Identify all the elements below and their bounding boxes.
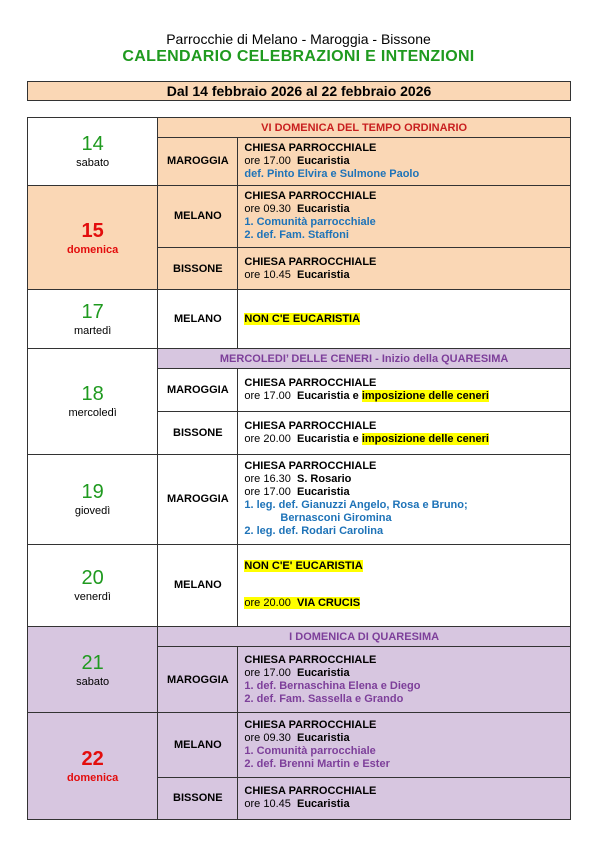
festivity-row: MERCOLEDI’ DELLE CENERI - Inizio della QUARESIMA — [158, 348, 571, 368]
day-name: mercoledì — [68, 407, 117, 420]
service-line — [244, 486, 570, 499]
day-cell-18 — [28, 348, 158, 454]
parish-cell: BISSONE — [158, 248, 238, 290]
service-time: ore 20.00 — [244, 597, 291, 610]
intention: 1. Comunità parrocchiale — [244, 216, 376, 229]
festivity-row: I DOMENICA DI QUARESIMA — [158, 627, 571, 647]
service-line — [244, 155, 570, 168]
calendar-title: CALENDARIO CELEBRAZIONI E INTENZIONI — [122, 48, 475, 65]
parish-cell: MAROGGIA — [158, 369, 238, 412]
service-time: ore 09.30 — [244, 203, 291, 216]
church-name: CHIESA PARROCCHIALE — [244, 377, 377, 390]
church-name: CHIESA PARROCCHIALE — [244, 785, 377, 798]
service-line — [244, 732, 570, 745]
church-name: CHIESA PARROCCHIALE — [244, 653, 377, 666]
parishes-header: Parrocchie di Melano - Maroggia - Bissone — [166, 31, 431, 47]
service-cell — [238, 777, 571, 819]
notice: NON C'E EUCARISTIA — [244, 312, 361, 325]
service-line — [244, 269, 570, 282]
service-cell — [238, 713, 571, 778]
service-time: ore 17.00 — [244, 666, 291, 679]
church-name: CHIESA PARROCCHIALE — [244, 420, 377, 433]
parish-cell: MELANO — [158, 544, 238, 627]
church-name: CHIESA PARROCCHIALE — [244, 190, 377, 203]
service-line — [244, 433, 570, 446]
intention: 2. def. Fam. Sassella e Grando — [244, 692, 404, 705]
period-banner: Dal 14 febbraio 2026 al 22 febbraio 2026 — [27, 81, 571, 101]
day-cell-21 — [28, 627, 158, 713]
day-number: 22 — [81, 748, 104, 771]
church-name: CHIESA PARROCCHIALE — [244, 460, 377, 473]
service-time: ore 17.00 — [244, 154, 291, 167]
service-time: ore 17.00 — [244, 390, 291, 403]
day-number: 15 — [81, 219, 104, 242]
service-line — [244, 798, 570, 811]
service-event: Eucaristia — [296, 666, 350, 679]
intention: def. Pinto Elvira e Sulmone Paolo — [244, 167, 420, 180]
parish-cell: BISSONE — [158, 412, 238, 454]
service-event: Eucaristia — [296, 203, 350, 216]
day-cell-19 — [28, 454, 158, 544]
day-name: giovedì — [74, 505, 111, 518]
day-cell-20 — [28, 544, 158, 627]
intention: 2. leg. def. Rodari Carolina — [244, 525, 384, 538]
service-cell — [238, 412, 571, 454]
service-event: Eucaristia — [296, 486, 350, 499]
service-cell — [238, 138, 571, 185]
intention: 2. def. Brenni Martin e Ester — [244, 757, 390, 770]
service-line — [244, 390, 570, 403]
service-event: Eucaristia — [296, 154, 350, 167]
church-name: CHIESA PARROCCHIALE — [244, 141, 377, 154]
day-number: 14 — [81, 133, 104, 156]
day-name: sabato — [76, 675, 110, 688]
service-cell — [238, 248, 571, 290]
intention: 1. def. Bernaschina Elena e Diego — [244, 679, 421, 692]
parish-cell: MAROGGIA — [158, 647, 238, 713]
day-number: 18 — [81, 383, 104, 406]
day-cell-22 — [28, 713, 158, 820]
service-event: VIA CRUCIS — [296, 597, 361, 610]
service-time: ore 10.45 — [244, 798, 291, 811]
service-cell — [238, 544, 571, 627]
notice: NON C'E' EUCARISTIA — [244, 560, 363, 573]
intention: 1. leg. def. Gianuzzi Angelo, Rosa e Bruno; — [244, 499, 468, 512]
day-cell-17 — [28, 290, 158, 349]
parish-cell: MELANO — [158, 185, 238, 248]
day-number: 21 — [81, 651, 104, 674]
service-time: ore 16.30 — [244, 473, 291, 486]
service-extra: imposizione delle ceneri — [361, 433, 489, 446]
service-time: ore 10.45 — [244, 268, 291, 281]
service-time: ore 17.00 — [244, 486, 291, 499]
parish-cell: MELANO — [158, 290, 238, 349]
day-cell-14 — [28, 118, 158, 186]
day-number: 17 — [81, 301, 104, 324]
service-event: Eucaristia e — [296, 390, 359, 403]
service-line — [244, 667, 570, 680]
day-name: sabato — [76, 157, 110, 170]
church-name: CHIESA PARROCCHIALE — [244, 255, 377, 268]
service-event: Eucaristia e — [296, 433, 359, 446]
day-name: domenica — [66, 772, 119, 785]
intention: 2. def. Fam. Staffoni — [244, 229, 349, 242]
service-time: ore 09.30 — [244, 731, 291, 744]
service-time: ore 20.00 — [244, 433, 291, 446]
service-cell — [238, 454, 571, 544]
day-number: 20 — [81, 567, 104, 590]
service-event: Eucaristia — [296, 268, 350, 281]
festivity-row: VI DOMENICA DEL TEMPO ORDINARIO — [158, 118, 571, 138]
service-event: Eucaristia — [296, 798, 350, 811]
parish-cell: MAROGGIA — [158, 138, 238, 185]
service-event: S. Rosario — [296, 473, 352, 486]
church-name: CHIESA PARROCCHIALE — [244, 718, 377, 731]
day-name: venerdì — [74, 591, 111, 604]
service-cell — [238, 185, 571, 248]
day-name: domenica — [66, 243, 119, 256]
intention: Bernasconi Giromina — [280, 512, 392, 525]
calendar-table — [27, 117, 571, 820]
parish-cell: MELANO — [158, 713, 238, 778]
day-cell-15 — [28, 185, 158, 290]
day-name: martedì — [73, 325, 112, 338]
service-extra: imposizione delle ceneri — [361, 390, 489, 403]
parish-cell: BISSONE — [158, 777, 238, 819]
day-number: 19 — [81, 481, 104, 504]
parish-cell: MAROGGIA — [158, 454, 238, 544]
service-cell — [238, 647, 571, 713]
service-cell — [238, 290, 571, 349]
service-event: Eucaristia — [296, 731, 350, 744]
service-line — [244, 473, 570, 486]
service-line — [244, 203, 570, 216]
intention: 1. Comunità parrocchiale — [244, 744, 376, 757]
service-cell — [238, 369, 571, 412]
